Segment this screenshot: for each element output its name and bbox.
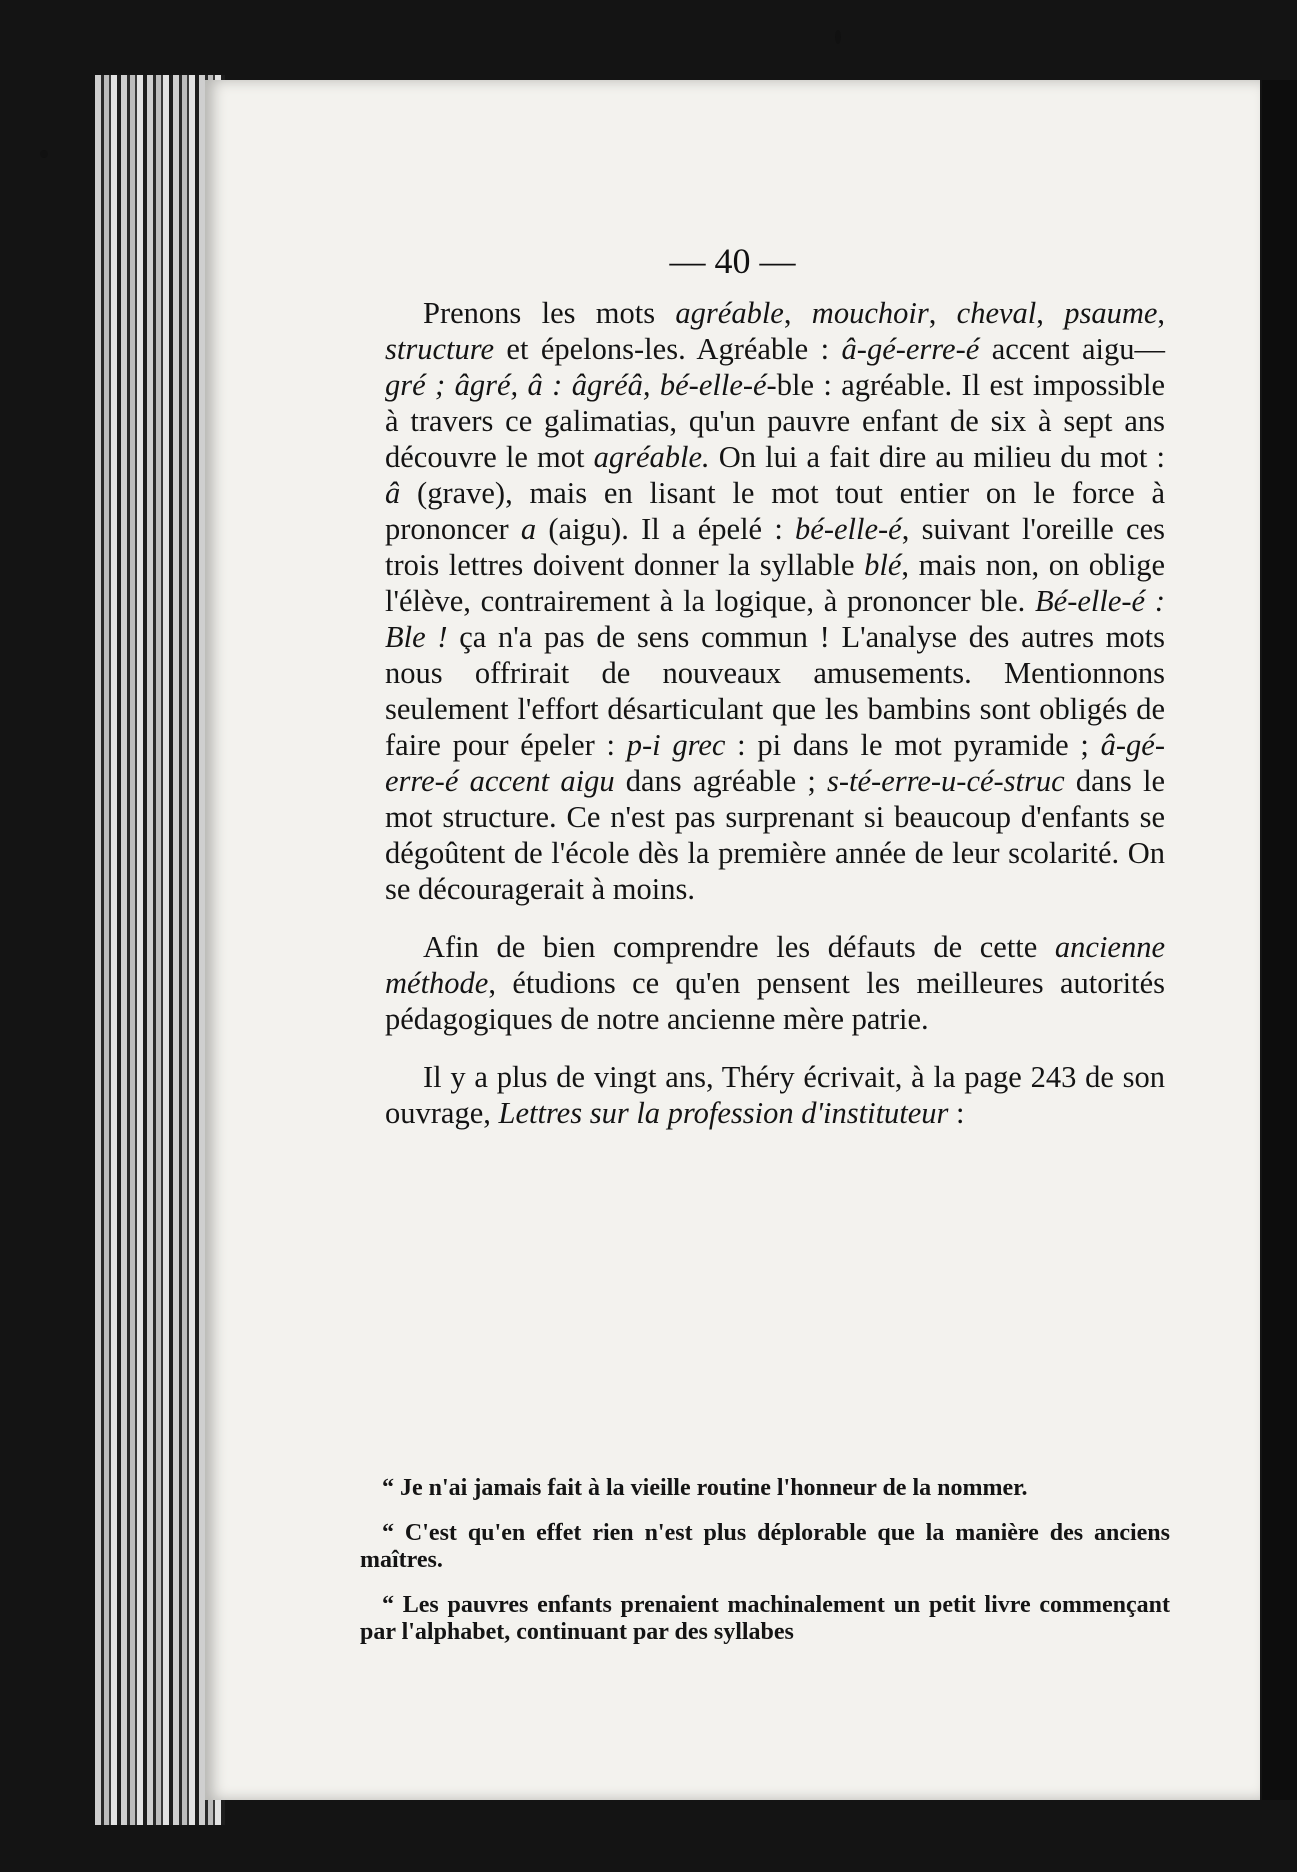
text-run: Afin de bien comprendre les défauts de cette (423, 930, 1055, 964)
text-run: , (1157, 296, 1166, 330)
text-run: , (1036, 296, 1065, 330)
text-run: (grave), mais en lisant le mot tout entier on le force à prononcer (385, 476, 1165, 546)
text-run: , mais non, on oblige l'élève, contrairement à la logique, à prononcer ble. (385, 548, 1165, 618)
text-run: Prenons les mots (423, 296, 676, 330)
text-run: , (928, 296, 957, 330)
italic-text: Lettres sur la profession d'instituteur (498, 1096, 949, 1130)
page-shadow (1262, 80, 1297, 1800)
text-run: et épelons-les. Agréable : (494, 332, 842, 366)
italic-text: psaume (1064, 296, 1158, 330)
text-run: : pi dans le mot pyramide ; (725, 728, 1101, 762)
italic-text: gré ; âgré, â : âgréâ, bé-elle-é- (385, 368, 777, 402)
text-run: (aigu). Il a épelé : (536, 512, 796, 546)
text-run: dans agréable ; (614, 764, 828, 798)
italic-text: â-gé-erre-é (841, 332, 980, 366)
text-run: , suivant l'oreille ces trois lettres doivent donner la syllable (385, 512, 1166, 582)
italic-text: â-gé-erre-é accent aigu (385, 728, 1165, 798)
quotation-block (360, 1475, 1170, 1664)
italic-text: agréable (675, 296, 784, 330)
italic-text: bé-elle-é (795, 512, 902, 546)
text-run: accent aigu— (979, 332, 1165, 366)
quote-paragraph: “ C'est qu'en effet rien n'est plus déplorable que la manière des anciens maîtres. (360, 1520, 1170, 1573)
italic-text: agréable. (593, 440, 710, 474)
quote-paragraph: “ Les pauvres enfants prenaient machinalement un petit livre commençant par l'alphabet, continuant par des syllabes (360, 1592, 1170, 1645)
italic-text: blé (864, 548, 902, 582)
paragraph (385, 929, 1165, 1037)
text-run: : (948, 1096, 965, 1130)
italic-text: p-i grec (626, 728, 726, 762)
text-run: ble : agréable. Il est impossible à travers ce galimatias, qu'un pauvre enfant de six à sept ans découvre le mot (385, 368, 1166, 474)
italic-text: ancienne méthode (385, 930, 1165, 1000)
italic-text: s-té-erre-u-cé-struc (827, 764, 1065, 798)
italic-text: structure (385, 332, 494, 366)
text-run: dans le mot structure. Ce n'est pas surprenant si beaucoup d'enfants se dégoûtent de l'école dès la première année de leur scolarité. On se découragerait à moins. (385, 764, 1165, 906)
text-run: On lui a fait dire au milieu du mot : (709, 440, 1165, 474)
scan-smudge (40, 150, 48, 158)
page-number: — 40 — (669, 241, 796, 281)
italic-text: mouchoir (811, 296, 929, 330)
scan-smudge (835, 30, 841, 44)
italic-text: cheval (956, 296, 1037, 330)
text-run: , (783, 296, 812, 330)
italic-text: Bé-elle-é : Ble ! (385, 584, 1165, 654)
book-page (205, 80, 1260, 1800)
quote-paragraph: “ Je n'ai jamais fait à la vieille routine l'honneur de la nommer. (382, 1475, 1028, 1501)
paragraph (385, 295, 1165, 907)
body-text (385, 295, 1165, 1131)
text-run: ça n'a pas de sens commun ! L'analyse des autres mots nous offrirait de nouveaux amusements. Mentionnons seulement l'effort désarticulant que les bambins sont obligés de faire pour épeler : (385, 620, 1165, 762)
text-run: Il y a plus de vingt ans, Théry écrivait, à la page 243 de son ouvrage, (385, 1060, 1165, 1130)
italic-text: â (385, 476, 401, 510)
italic-text: a (520, 512, 537, 546)
text-run: , étudions ce qu'en pensent les meilleures autorités pédagogiques de notre ancienne mère patrie. (385, 966, 1165, 1036)
paragraph (385, 1059, 1165, 1131)
